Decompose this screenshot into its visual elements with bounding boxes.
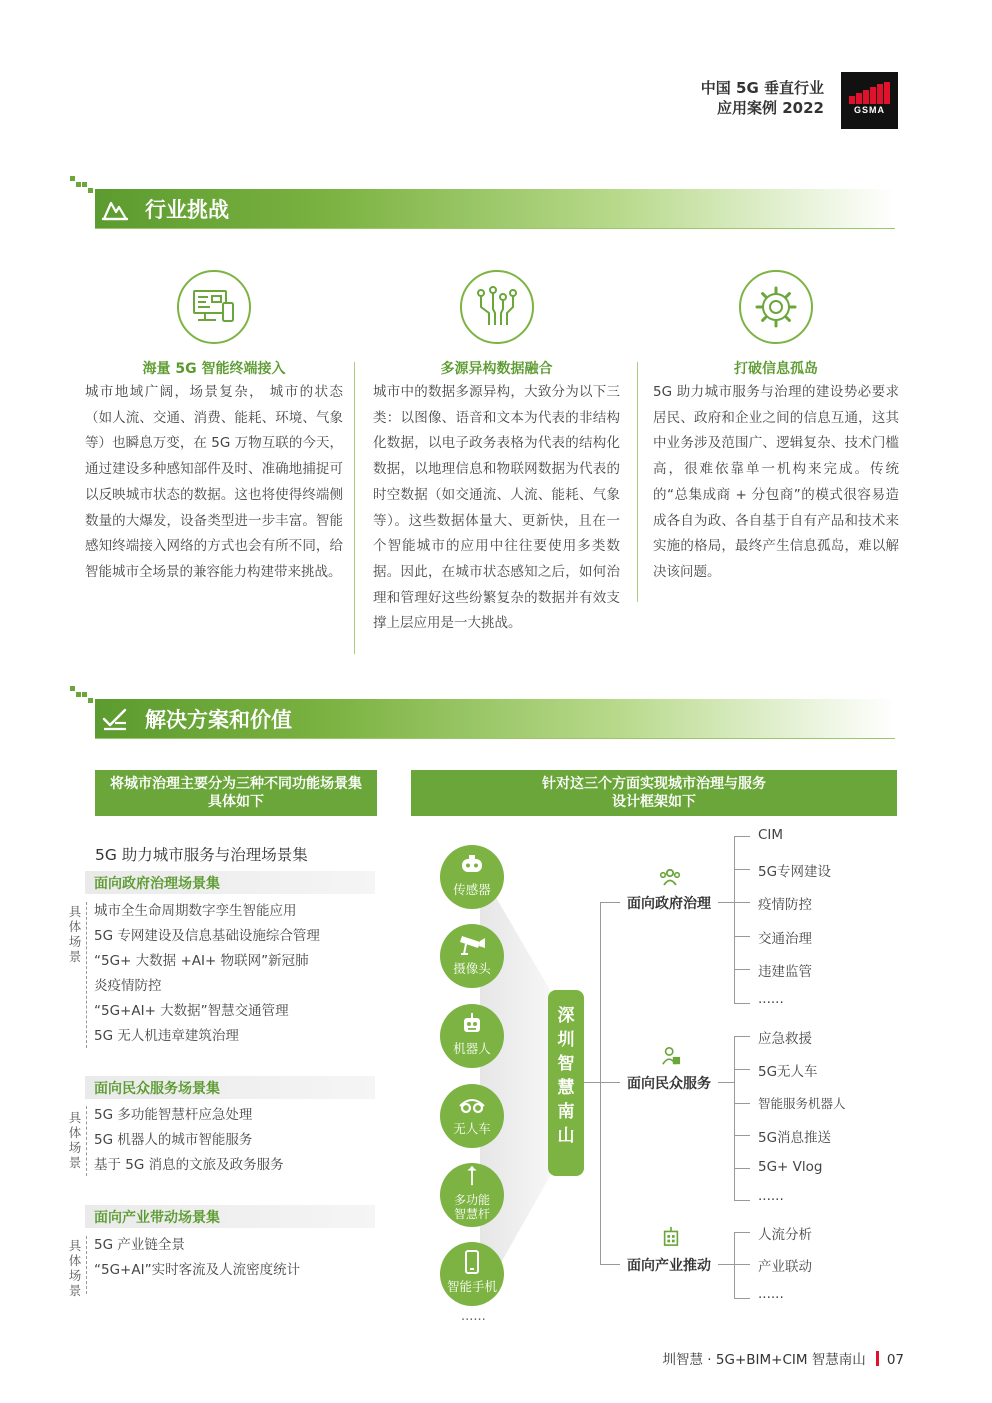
challenge-icon-circle bbox=[460, 270, 534, 344]
node-label-line: 多功能 bbox=[453, 1193, 490, 1207]
node-label: 摄像头 bbox=[453, 961, 491, 976]
building-icon bbox=[660, 1226, 682, 1246]
section-title: 解决方案和价值 bbox=[145, 708, 292, 732]
leaf-item: 疫情防控 bbox=[758, 897, 812, 913]
node-label: 机器人 bbox=[453, 1041, 491, 1056]
page-footer bbox=[663, 1348, 904, 1368]
leaf-item: 5G专网建设 bbox=[758, 864, 832, 880]
column-divider bbox=[354, 362, 355, 654]
challenge-text: 5G 助力城市服务与治理的建设势必要求居民、政府和企业之间的信息互通，这其中业务涉及范围广、逻辑复杂、技术门槛高，很难依靠单一机构来完成。传统的“总集成商 + 分包商”的模式很容易造成各自为政、各自基于自有产品和技术来实施的格局，最终产生信息孤岛，难以解决该问题。 bbox=[653, 384, 899, 580]
node-smart-pole bbox=[440, 1163, 504, 1227]
list-item: 5G 多功能智慧杆应急处理 bbox=[94, 1107, 253, 1123]
connector-line bbox=[734, 836, 750, 837]
section-heading-solution bbox=[95, 699, 895, 738]
connector-line bbox=[734, 1298, 750, 1299]
connector-line bbox=[600, 902, 620, 903]
list-item: 城市全生命周期数字孪生智能应用 bbox=[94, 903, 297, 919]
citizen-icon bbox=[660, 1046, 682, 1066]
checklist-icon bbox=[101, 705, 129, 733]
list-item: 基于 5G 消息的文旅及政务服务 bbox=[94, 1157, 284, 1173]
leaf-item: ...... bbox=[758, 991, 784, 1007]
connector-line bbox=[718, 902, 734, 903]
scene-side-label: 具体场景 bbox=[68, 1238, 82, 1298]
leaf-item: CIM bbox=[758, 827, 784, 843]
smart-pole-icon bbox=[458, 1165, 486, 1187]
node-camera bbox=[440, 924, 504, 988]
scene-list bbox=[94, 1233, 300, 1283]
circuit-icon bbox=[475, 285, 519, 329]
leaf-item: ...... bbox=[758, 1286, 784, 1302]
connector-line bbox=[718, 1264, 734, 1265]
list-item: 5G 产业链全景 bbox=[94, 1237, 185, 1253]
connector-line bbox=[734, 1264, 750, 1265]
connector-line bbox=[734, 869, 750, 870]
document-title bbox=[701, 78, 824, 118]
center-char: 圳 bbox=[557, 1030, 575, 1050]
scene-group-header bbox=[85, 871, 375, 894]
camera-icon bbox=[458, 932, 486, 956]
connector-line bbox=[734, 1232, 750, 1233]
leaf-item: 智能服务机器人 bbox=[758, 1096, 846, 1111]
challenge-icon-circle bbox=[739, 270, 813, 344]
connector-line bbox=[734, 1232, 735, 1298]
document-title-line1: 中国 5G 垂直行业 bbox=[700, 79, 824, 97]
leaf-item: 产业联动 bbox=[758, 1259, 812, 1275]
scene-group-header bbox=[85, 1205, 375, 1228]
page-number: 07 bbox=[886, 1352, 904, 1368]
node-label: 无人车 bbox=[453, 1121, 491, 1136]
leaf-item: 人流分析 bbox=[758, 1227, 812, 1243]
connector-line bbox=[600, 1082, 620, 1083]
band-line: 针对这三个方面实现城市治理与服务 bbox=[542, 776, 766, 792]
footer-separator bbox=[876, 1351, 879, 1366]
divider bbox=[95, 738, 895, 739]
leaf-item: 交通治理 bbox=[758, 931, 812, 947]
branch-public-service: 面向民众服务 bbox=[627, 1076, 711, 1092]
challenge-title: 海量 5G 智能终端接入 bbox=[142, 361, 286, 377]
leaf-item: 5G+ Vlog bbox=[758, 1159, 823, 1175]
connector-line bbox=[734, 1200, 750, 1201]
scene-group-header bbox=[85, 1076, 375, 1099]
connector-line bbox=[718, 1082, 734, 1083]
band-line: 设计框架如下 bbox=[612, 794, 696, 810]
scenes-title: 5G 助力城市服务与治理场景集 bbox=[95, 846, 308, 864]
center-char: 南 bbox=[557, 1102, 575, 1122]
gear-icon bbox=[754, 285, 798, 329]
band-line: 将城市治理主要分为三种不同功能场景集 bbox=[110, 776, 362, 792]
connector-line bbox=[734, 836, 735, 1003]
nodes-more: ...... bbox=[461, 1309, 486, 1324]
bracket-line bbox=[86, 1106, 87, 1176]
connector-line bbox=[734, 1135, 750, 1136]
column-divider bbox=[637, 362, 638, 602]
node-driverless-car bbox=[440, 1084, 504, 1148]
list-item: 5G 无人机违章建筑治理 bbox=[94, 1028, 239, 1044]
center-char: 山 bbox=[557, 1126, 575, 1146]
challenge-icon-circle bbox=[177, 270, 251, 344]
leaf-item: 5G消息推送 bbox=[758, 1130, 832, 1146]
center-char: 深 bbox=[557, 1006, 575, 1026]
scene-group-name: 面向产业带动场景集 bbox=[94, 1210, 220, 1226]
list-item: 5G 机器人的城市智能服务 bbox=[94, 1132, 253, 1148]
node-label bbox=[440, 1193, 504, 1221]
list-item: “5G+AI”实时客流及人流密度统计 bbox=[94, 1262, 301, 1278]
list-item: “5G+AI+ 大数据”智慧交通管理 bbox=[94, 1003, 289, 1019]
band-framework-intro bbox=[411, 770, 897, 816]
section-heading-challenges bbox=[95, 189, 895, 228]
connector-line bbox=[734, 936, 750, 937]
leaf-item: ...... bbox=[758, 1188, 784, 1204]
list-item: “5G+ 大数据 +AI+ 物联网”新冠肺 bbox=[94, 953, 309, 969]
leaf-item: 应急救援 bbox=[758, 1031, 812, 1047]
center-char: 智 bbox=[557, 1054, 575, 1074]
bracket-line bbox=[86, 1236, 87, 1294]
footer-text: 圳智慧 · 5G+BIM+CIM 智慧南山 bbox=[662, 1352, 866, 1368]
decor-squares bbox=[70, 176, 94, 200]
center-char: 慧 bbox=[557, 1078, 575, 1098]
connector-line bbox=[734, 969, 750, 970]
mountain-icon bbox=[101, 195, 129, 223]
list-item: 5G 专网建设及信息基础设施综合管理 bbox=[94, 928, 320, 944]
robot-icon bbox=[458, 1012, 486, 1036]
node-smartphone bbox=[440, 1242, 504, 1306]
document-title-line2: 应用案例 2022 bbox=[717, 99, 824, 117]
connector-line bbox=[600, 902, 601, 1264]
band-line: 具体如下 bbox=[208, 794, 264, 810]
branch-government: 面向政府治理 bbox=[627, 896, 711, 912]
leaf-item: 违建监管 bbox=[758, 964, 812, 980]
node-label-line: 智慧杆 bbox=[453, 1207, 490, 1221]
scene-group-name: 面向民众服务场景集 bbox=[94, 1081, 220, 1097]
logo-text: GSMA bbox=[854, 105, 885, 115]
connector-line bbox=[734, 1036, 750, 1037]
challenge-title: 打破信息孤岛 bbox=[734, 361, 818, 377]
connector-line bbox=[734, 1036, 735, 1200]
band-scene-intro bbox=[95, 770, 377, 816]
bracket-line bbox=[86, 902, 87, 1048]
phone-icon bbox=[458, 1250, 486, 1274]
challenge-title: 多源异构数据融合 bbox=[440, 361, 553, 377]
scene-side-label: 具体场景 bbox=[68, 904, 82, 964]
section-title: 行业挑战 bbox=[145, 198, 229, 222]
scene-group-name: 面向政府治理场景集 bbox=[94, 876, 220, 892]
connector-line bbox=[734, 1069, 750, 1070]
node-label: 传感器 bbox=[453, 882, 491, 897]
list-item: 炎疫情防控 bbox=[94, 978, 162, 994]
connector-line bbox=[600, 1264, 620, 1265]
leaf-item: 5G无人车 bbox=[758, 1064, 818, 1080]
scene-side-label: 具体场景 bbox=[68, 1110, 82, 1170]
node-label: 智能手机 bbox=[446, 1279, 497, 1294]
connector-line bbox=[734, 1103, 750, 1104]
node-sensor bbox=[440, 845, 504, 909]
computer-terminal-icon bbox=[192, 285, 236, 329]
branch-industry: 面向产业推动 bbox=[627, 1258, 711, 1274]
connector-line bbox=[584, 1082, 600, 1083]
divider bbox=[95, 228, 895, 229]
sensor-icon bbox=[458, 853, 486, 877]
center-node-shenzhen-nanshan bbox=[548, 990, 584, 1176]
challenge-text: 城市中的数据多源异构，大致分为以下三类：以图像、语音和文本为代表的非结构化数据，以电子政务表格为代表的结构化数据，以地理信息和物联网数据为代表的时空数据（如交通流、人流、能耗、气象等）。这些数据体量大、更新快，且在一个智能城市的应用中往往要使用多类数据。因此，在城市状态感知之后，如何治理和管理好这些纷繁复杂的数据并有效支撑上层应用是一大挑战。 bbox=[373, 384, 620, 632]
connector-line bbox=[734, 902, 750, 903]
people-icon bbox=[659, 867, 681, 887]
connector-line bbox=[734, 1168, 750, 1169]
scene-list bbox=[94, 1103, 284, 1178]
decor-squares bbox=[70, 686, 94, 710]
connector-line bbox=[734, 1003, 750, 1004]
gsma-logo bbox=[841, 72, 898, 129]
scene-list bbox=[94, 899, 320, 1049]
challenge-text: 城市地域广阔，场景复杂， 城市的状态（如人流、交通、消费、能耗、环境、气象等）也瞬息万变，在 5G 万物互联的今天，通过建设多种感知部件及时、准确地捕捉可以反映城市状态的数据。这也将使得终端侧数量的大爆发，设备类型进一步丰富。智能感知终端接入网络的方式也会有所不同，给智能城市全场景的兼容能力构建带来挑战。 bbox=[85, 384, 343, 580]
node-robot bbox=[440, 1004, 504, 1068]
car-icon bbox=[458, 1092, 486, 1116]
